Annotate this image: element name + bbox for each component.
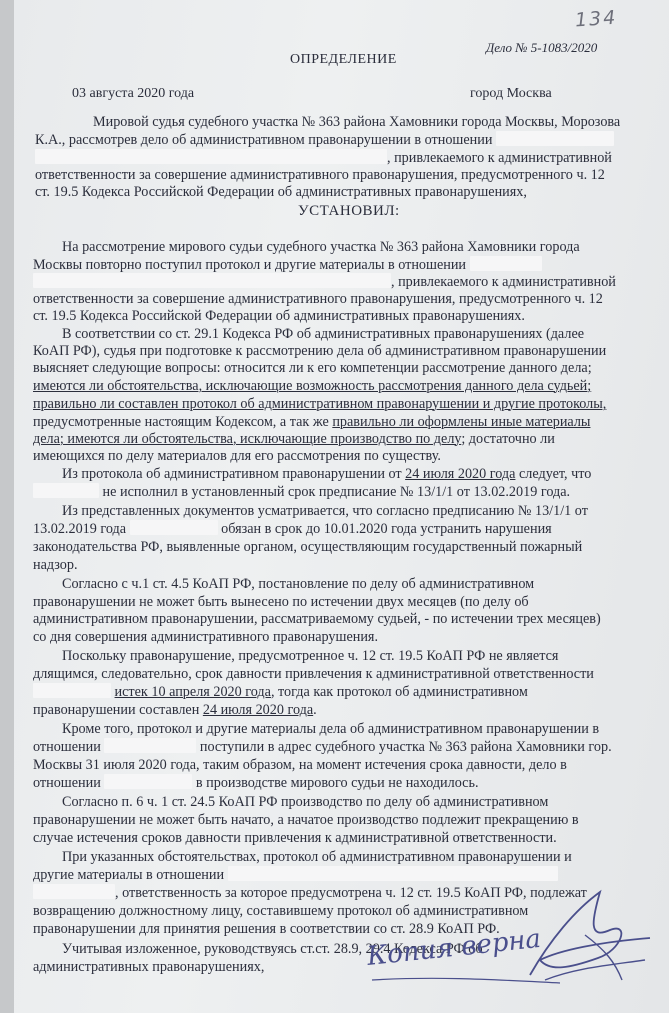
p2-line-8: имеющихся по делу материалов для его рассмотрения по существу. bbox=[33, 448, 441, 464]
p1-line-1: На рассмотрение мирового судьи судебного участка № 363 района Хамовники города bbox=[62, 239, 580, 255]
p10-line-1: Учитывая изложенное, руководствуясь ст.ст. 28.9, 29.4 Кодекса РФ об bbox=[62, 941, 483, 957]
intro-line-3: , привлекаемого к административной bbox=[35, 149, 612, 167]
p2-line-3: выясняет следующие вопросы: относится ли к его компетенции рассмотрение данного дела; bbox=[33, 360, 592, 376]
p2-line-4: имеются ли обстоятельства, исключающие возможность рассмотрения данного дела судьей; bbox=[33, 378, 592, 394]
p9-line-1: При указанных обстоятельствах, протокол об административном правонарушении и bbox=[62, 849, 572, 865]
document-date: 03 августа 2020 года bbox=[72, 86, 195, 101]
p9-line-4: возвращению должностному лицу, составившему протокол об административном bbox=[33, 903, 529, 919]
document-city: город Москва bbox=[470, 86, 552, 101]
p8-line-1: Согласно п. 6 ч. 1 ст. 24.5 КоАП РФ производство по делу об административном bbox=[62, 794, 549, 810]
redacted-name bbox=[470, 256, 542, 271]
p7-line-3: Москвы 31 июля 2020 года, таким образом, на момент истечения срока давности, дело в bbox=[33, 757, 567, 773]
case-number: Дело № 5-1083/2020 bbox=[486, 40, 598, 55]
p1-line-5: ст. 19.5 Кодекса Российской Федерации об административных правонарушениях. bbox=[33, 308, 525, 324]
p6-line-4: правонарушении составлен 24 июля 2020 года. bbox=[33, 702, 317, 718]
p5-line-4: со дня совершения административного правонарушения. bbox=[33, 629, 378, 645]
redacted-name bbox=[228, 866, 558, 881]
p1-line-2: Москвы повторно поступил протокол и другие материалы в отношении bbox=[33, 256, 542, 274]
redacted-name bbox=[33, 483, 99, 498]
p2-line-1: В соответствии со ст. 29.1 Кодекса РФ об административных правонарушениях (далее bbox=[62, 326, 585, 342]
p4-line-4: надзор. bbox=[33, 557, 78, 573]
p5-line-3: административном правонарушении, рассматриваемому судьей, - по истечении трех месяцев) bbox=[33, 611, 601, 627]
p7-line-1: Кроме того, протокол и другие материалы дела об административном правонарушении в bbox=[62, 721, 600, 737]
handwritten-signature bbox=[360, 880, 660, 995]
p4-line-1: Из представленных документов усматривается, что согласно предписанию № 13/1/1 от bbox=[62, 503, 588, 519]
p4-line-2: 13.02.2019 года обязан в срок до 10.01.2020 года устранить нарушения bbox=[33, 521, 552, 537]
p8-line-3: случае истечения сроков давности привлечения к административной ответственности. bbox=[33, 830, 557, 846]
p6-line-1: Поскольку правонарушение, предусмотренное ч. 12 ст. 19.5 КоАП РФ не является bbox=[62, 648, 559, 664]
redacted-name bbox=[104, 774, 192, 789]
p4-line-3: законодательства РФ, выявленные органом, осуществляющим государственный пожарный bbox=[33, 539, 583, 555]
section-heading: УСТАНОВИЛ: bbox=[298, 203, 400, 219]
p9-line-2: другие материалы в отношении bbox=[33, 866, 558, 884]
p1-line-3: , привлекаемого к административной bbox=[33, 273, 616, 291]
p8-line-2: правонарушении не может быть начато, а начатое производство подлежит прекращению в bbox=[33, 812, 579, 828]
redacted-name bbox=[33, 884, 115, 899]
p3-line-2: не исполнил в установленный срок предписание № 13/1/1 от 13.02.2019 года. bbox=[33, 483, 570, 501]
handwritten-page-number: 134 bbox=[574, 6, 618, 32]
p1-line-4: ответственности за совершение административного правонарушения, предусмотренного ч. 12 bbox=[33, 291, 603, 307]
intro-line-2: К.А., рассмотрев дело об административном правонарушении в отношении bbox=[35, 131, 614, 149]
p7-line-2: отношении поступили в адрес судебного участка № 363 района Хамовники гор. bbox=[33, 739, 612, 755]
document-title: ОПРЕДЕЛЕНИЕ bbox=[290, 52, 397, 67]
intro-line-5: ст. 19.5 Кодекса Российской Федерации об административных правонарушениях, bbox=[35, 184, 527, 200]
p9-line-5: правонарушении для принятия решения в соответствии со ст. 28.9 КоАП РФ. bbox=[33, 921, 500, 937]
redacted-name bbox=[496, 131, 614, 146]
p3-line-1: Из протокола об административном правонарушении от 24 июля 2020 года следует, что bbox=[62, 466, 592, 482]
p2-line-7: дела; имеются ли обстоятельства, исключающие производство по делу; достаточно ли bbox=[33, 431, 555, 447]
p5-line-1: Согласно с ч.1 ст. 4.5 КоАП РФ, постановление по делу об административном bbox=[62, 576, 535, 592]
p5-line-2: правонарушении не может быть вынесено по истечении двух месяцев (по делу об bbox=[33, 594, 529, 610]
intro-line-4: ответственности за совершение административного правонарушения, предусмотренного ч. 12 bbox=[35, 167, 605, 183]
redacted-name bbox=[33, 683, 111, 698]
p9-line-3: , ответственность за которое предусмотрена ч. 12 ст. 19.5 КоАП РФ, подлежат bbox=[33, 884, 587, 902]
p2-line-5: правильно ли составлен протокол об административном правонарушении и другие протоколы, bbox=[33, 396, 607, 412]
page-shadow-edge bbox=[0, 0, 14, 1013]
p6-line-2: длящимся, следовательно, срок давности привлечения к административной ответственности bbox=[33, 666, 594, 682]
p2-line-2: КоАП РФ), судья при подготовке к рассмотрению дела об административном правонарушении bbox=[33, 343, 607, 359]
p2-line-6: предусмотренные настоящим Кодексом, а так же правильно ли оформлены иные материалы bbox=[33, 414, 591, 430]
redacted-name bbox=[33, 273, 391, 288]
copy-certified-text: Копия верна bbox=[365, 923, 543, 972]
intro-line-1: Мировой судья судебного участка № 363 района Хамовники города Москвы, Морозова bbox=[93, 114, 621, 130]
p10-line-2: административных правонарушениях, bbox=[33, 959, 265, 975]
p6-line-3: истек 10 апреля 2020 года, тогда как протокол об административном bbox=[33, 683, 528, 701]
p7-line-4: отношении в производстве мирового судьи не находилось. bbox=[33, 775, 479, 791]
redacted-name bbox=[35, 149, 387, 164]
redacted-name bbox=[104, 738, 196, 753]
redacted-name bbox=[130, 520, 218, 535]
